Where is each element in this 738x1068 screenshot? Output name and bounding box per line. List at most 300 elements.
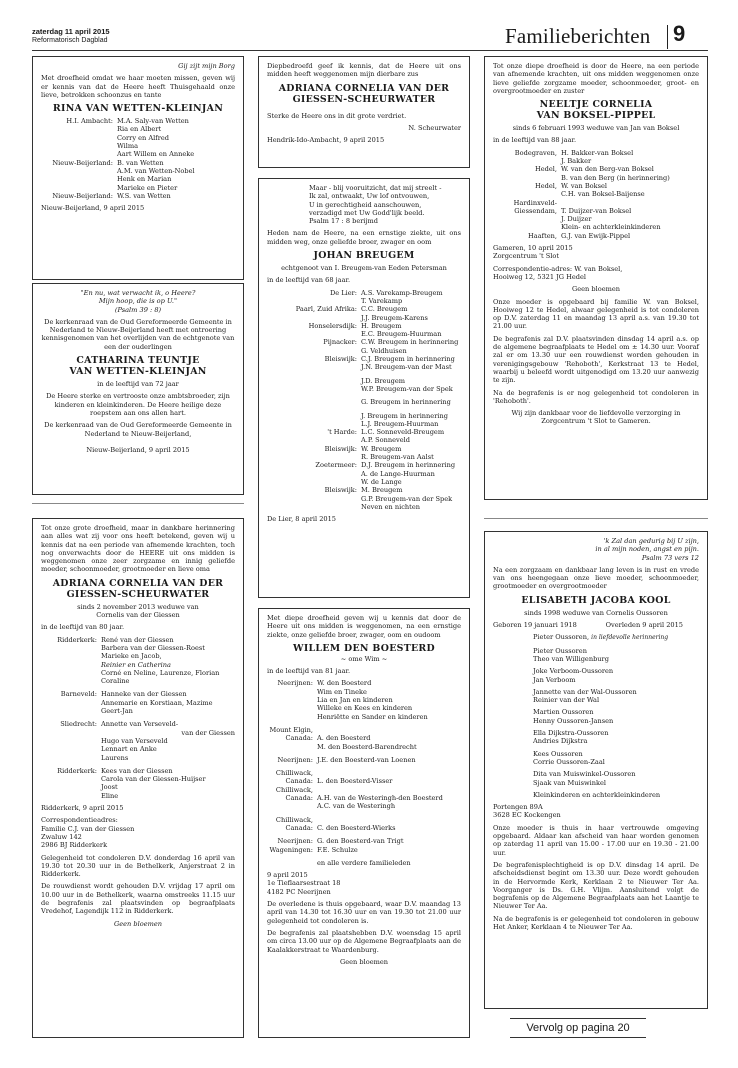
family-member	[533, 633, 699, 642]
notice-date: 9 april 2015	[267, 871, 308, 880]
family-member	[533, 667, 699, 675]
family-member: W. den Boesterd	[317, 679, 372, 688]
family-member: Klein- en achterkleinkinderen	[561, 223, 661, 232]
family-place: Nieuw-Beijerland:	[52, 191, 113, 200]
family-member: T. Varekamp	[361, 296, 403, 305]
family-place: Ridderkerk:	[57, 766, 97, 775]
family-place	[267, 377, 361, 385]
family-member: W.P. Breugem-van der Spek	[361, 384, 453, 393]
family-member: A.H. van de Westeringh-den Boesterd	[317, 794, 443, 803]
family-member: G.J. van Ewijk-Pippel	[561, 231, 631, 240]
family-row	[41, 652, 235, 660]
family-row	[493, 174, 699, 182]
family-member: Joost	[101, 783, 118, 792]
family-row	[267, 330, 461, 338]
life-dates	[493, 621, 699, 629]
family-member: C.W. Breugem in herinnering	[361, 338, 459, 347]
family-row	[41, 792, 235, 800]
family-member: Wim en Tineke	[317, 687, 367, 696]
family-member: Neven en nichten	[361, 502, 420, 511]
family-row	[493, 215, 699, 223]
family-place	[51, 175, 117, 183]
family-place	[267, 420, 361, 428]
motto: Gij zijt mijn Borg	[178, 62, 235, 70]
notice-intro: Met droefheid omdat we haar moeten missen, geven wij er kennis van dat de Heere heeft Thuisgehaald onze lieve, betrokken schoonzus en tante	[41, 74, 235, 99]
burial-info: De begrafenis zal D.V. plaatsvinden dinsdag 14 april a.s. op de algemene begraafplaats te Hedel om ± 14.30 uur. Vooraf zal er om 13.30 uur een rouwdienst worden gehouden in verenigingsgebouw 'Rehoboth', Kerkstraat 13 te Hedel, waarbij u beleefd wordt uitgenodigd om 13.20 uur aanwezig te zijn.	[493, 334, 699, 385]
address-street: Portengen 89A	[493, 803, 543, 812]
thanks-note: Wij zijn dankbaar voor de liefdevolle verzorging in Zorgcentrum 't Slot te Gameren.	[511, 409, 681, 426]
family-row	[267, 743, 461, 751]
family-row	[493, 199, 699, 207]
family-place	[51, 142, 117, 150]
nickname: ~ ome Wim ~	[340, 654, 388, 663]
place-date: Gameren, 10 april 2015	[493, 244, 573, 253]
family-list	[493, 633, 699, 799]
family-place: Mount Elgin,	[269, 725, 313, 734]
family-member	[533, 717, 699, 725]
family-row	[267, 486, 461, 494]
family-member: Corné en Neline, Laurenze, Florian	[101, 668, 220, 677]
family-row	[267, 794, 461, 802]
family-member: G.P. Breugem-van der Spek	[361, 494, 453, 503]
family-member: Henriëtte en Sander en kinderen	[317, 712, 428, 721]
family-member: Lennart en Anke	[101, 745, 157, 754]
family-list	[267, 679, 461, 867]
family-row	[267, 347, 461, 355]
family-row	[493, 190, 699, 198]
correspondence-line-2: Hooiweg 12, 5321 JG Hedel	[493, 272, 587, 281]
notice-intro: Heden nam de Heere, na een ernstige ziekte, uit ons midden weg, onze geliefde broer, zwager en oom	[267, 229, 461, 246]
notice-johan-breugem	[258, 178, 470, 598]
family-member: Hanneke van der Giessen	[101, 690, 187, 699]
family-place: De Lier:	[329, 288, 357, 297]
family-place: Barneveld:	[60, 690, 97, 699]
care-home: Zorgcentrum 't Slot	[493, 252, 559, 261]
family-row	[41, 783, 235, 791]
family-member-name: Corrie Oussoren-Zaal	[533, 757, 605, 766]
family-row	[267, 377, 461, 385]
section-title: Familieberichten	[505, 24, 651, 48]
family-row	[51, 134, 235, 142]
after-burial-info: Na de begrafenis is er nog gelegenheid tot condoleren in 'Rehoboth'.	[493, 388, 699, 405]
family-member	[533, 791, 699, 799]
family-member-name: Martien Oussoren	[533, 708, 594, 717]
deceased-name: JOHAN BREUGEM	[313, 250, 415, 262]
family-place	[267, 470, 361, 478]
family-member: J. Bakker	[561, 157, 592, 166]
deceased-name-line-1: ADRIANA CORNELIA VAN DER	[52, 577, 224, 589]
family-place	[267, 802, 317, 810]
widow-of-line-1: sinds 2 november 2013 weduwe van	[77, 602, 199, 611]
family-place: Wageningen:	[269, 845, 313, 854]
family-member-name: Joke Verboom-Oussoren	[533, 667, 614, 676]
family-place: Hardinxveld-	[513, 198, 557, 207]
family-member: W. van den Berg-van Boksel	[561, 165, 654, 174]
family-member-name: Henny Oussoren-Jansen	[533, 716, 614, 725]
family-member: H. Breugem	[361, 321, 402, 330]
wish: Sterke de Heere ons in dit grote verdriet.	[267, 111, 407, 120]
correspondence-label: Correspondentieadres:	[41, 816, 118, 825]
family-place: Chilliwack,	[275, 769, 313, 778]
family-member: Corry en Alfred	[117, 133, 169, 142]
family-member	[533, 779, 699, 787]
family-row	[267, 355, 461, 363]
deceased-name-line-2: VAN BOKSEL-PIPPEL	[536, 110, 656, 122]
family-member: J.N. Breugem-van der Mast	[361, 363, 452, 372]
family-row	[51, 150, 235, 158]
family-member: Marieke en Pieter	[117, 183, 178, 192]
family-row	[267, 385, 461, 393]
deceased-name: WILLEM DEN BOESTERD	[293, 642, 435, 654]
address-city: 3628 EC Kockengen	[493, 811, 561, 820]
family-member: J.E. den Boesterd-van Loenen	[317, 755, 416, 764]
family-place	[267, 696, 317, 704]
age: in de leeftijd van 80 jaar.	[41, 623, 125, 632]
family-row	[51, 142, 235, 150]
family-member	[317, 816, 461, 824]
family-place	[41, 707, 101, 715]
family-place	[41, 661, 101, 669]
family-row	[41, 737, 235, 745]
family-member: A. den Boesterd	[317, 734, 371, 743]
family-member: Ria en Albert	[117, 125, 162, 134]
family-place	[267, 713, 317, 721]
family-row	[267, 453, 461, 461]
family-row	[41, 720, 235, 728]
family-place: H.I. Ambacht:	[66, 117, 113, 126]
family-row	[41, 677, 235, 685]
family-place: Chilliwack,	[275, 815, 313, 824]
family-member: Wilma	[117, 142, 139, 151]
family-member: W. de Lange	[361, 477, 402, 486]
spouse: echtgenoot van I. Breugem-van Eeden Petersman	[281, 264, 447, 273]
family-place: Honselersdijk:	[308, 321, 357, 330]
family-row	[493, 232, 699, 240]
family-row	[267, 445, 461, 453]
family-place: Sliedrecht:	[60, 720, 97, 729]
family-row	[267, 461, 461, 469]
family-place	[41, 737, 101, 745]
family-member: A. de Lange-Huurman	[361, 469, 435, 478]
family-row	[493, 157, 699, 165]
correspondence-city: 2986 BJ Ridderkerk	[41, 841, 108, 850]
family-place: Neerijnen:	[277, 755, 313, 764]
motto-line-2: Mijn hoop, die is op U."	[98, 297, 178, 306]
correspondence-line-1: Correspondentie-adres: W. van Boksel,	[493, 264, 623, 273]
family-row	[267, 688, 461, 696]
notice-intro: Met diepe droefheid geven wij u kennis dat door de Heere uit ons midden is weggenomen, na een ernstige ziekte, onze geliefde broer, zwager, oom en oudoom	[267, 614, 461, 639]
family-row	[51, 184, 235, 192]
motto-line-1: "En nu, wat verwacht ik, o Heere?	[80, 289, 196, 297]
poem-reference: Psalm 17 : 8 berijmd	[309, 217, 379, 226]
deceased-name: RINA VAN WETTEN-KLEINJAN	[52, 103, 224, 115]
family-member: J. Duijzer	[561, 215, 592, 224]
notice-neeltje-van-boksel	[484, 56, 708, 500]
family-place	[493, 157, 561, 165]
family-member-name: Pieter Oussoren,	[533, 633, 590, 642]
family-place: Bleiswijk:	[324, 444, 357, 453]
deceased-name-line-2: GIESSEN-SCHEURWATER	[292, 93, 436, 105]
notice-intro: Diepbedroefd geef ik kennis, dat de Heere uit ons midden heeft weggenomen mijn dierbare zus	[267, 62, 461, 79]
family-place: Bodegraven,	[514, 148, 557, 157]
widow-of: sinds 6 februari 1993 weduwe van Jan van Boksel	[512, 124, 680, 133]
family-place: Canada:	[285, 794, 313, 803]
family-place	[41, 652, 101, 660]
family-member	[317, 726, 461, 734]
family-member: W. Breugem	[361, 444, 402, 453]
family-member-name: Reinier van der Wal	[533, 696, 600, 705]
family-member: Carola van der Giessen-Huijser	[101, 775, 206, 784]
family-member: F.E. Schulze	[317, 845, 358, 854]
family-row	[267, 846, 461, 854]
no-flowers-note: Geen bloemen	[113, 919, 163, 928]
masthead-left	[32, 28, 110, 45]
family-row	[267, 816, 461, 824]
family-member: C.J. Breugem in herinnering	[361, 355, 455, 364]
family-member: G. den Boesterd-van Trigt	[317, 837, 404, 846]
family-member: Barbera van der Giessen-Roest	[101, 643, 205, 652]
family-place	[267, 453, 361, 461]
family-place: Canada:	[285, 777, 313, 786]
family-row	[267, 704, 461, 712]
family-place: Hedel,	[535, 165, 557, 174]
family-member-name: Theo van Willigenburg	[533, 654, 609, 663]
family-member: Marieke en Jacob,	[101, 652, 162, 661]
family-row	[267, 289, 461, 297]
family-member	[533, 696, 699, 704]
family-row	[493, 223, 699, 231]
family-row	[267, 679, 461, 687]
family-member-name: Andries Dijkstra	[533, 737, 588, 746]
family-member: M.A. Saly-van Wetten	[117, 117, 189, 126]
viewing-info: Onze moeder is opgebaard bij familie W. van Boksel, Hooiweg 12 te Hedel, alwaar gelegenheid is tot condoleren op D.V. zaterdag 11 en maandag 13 april a.s. van 19.30 tot 21.00 uur.	[493, 297, 699, 331]
family-row	[41, 636, 235, 644]
family-member: B. van den Berg (in herinnering)	[561, 173, 670, 182]
family-place	[41, 745, 101, 753]
age: in de leeftijd van 68 jaar.	[267, 276, 351, 285]
family-list	[493, 149, 699, 240]
column-separator	[32, 503, 244, 504]
correspondence-street: Zwaluw 142	[41, 832, 82, 841]
page-number: 9	[673, 21, 686, 46]
family-member-name: Kleinkinderen en achterkleinkinderen	[533, 790, 661, 799]
family-row	[267, 802, 461, 810]
family-member: J. Breugem in herinnering	[361, 411, 448, 420]
family-member: E.C. Breugem-Huurman	[361, 330, 442, 339]
family-member-name: Pieter Oussoren	[533, 646, 587, 655]
paper-name: Reformatorisch Dagblad	[32, 37, 108, 44]
family-member: Reinier en Catherina	[101, 660, 171, 669]
motto-line-1: 'k Zal dan gedurig bij U zijn,	[603, 537, 699, 545]
family-place: Bleiswijk:	[324, 486, 357, 495]
family-place	[41, 644, 101, 652]
notice-adriana-family	[32, 518, 244, 1038]
family-member: R. Breugem-van Aalst	[361, 453, 434, 462]
family-list	[41, 636, 235, 800]
family-member: Aart Willem en Anneke	[117, 150, 195, 159]
family-place	[267, 859, 317, 867]
family-place	[493, 223, 561, 231]
family-place	[41, 754, 101, 762]
age: in de leeftijd van 81 jaar.	[267, 667, 351, 676]
family-member: Geert-Jan	[101, 707, 133, 716]
family-member: Kees van der Giessen	[101, 766, 173, 775]
family-place: Pijnacker:	[323, 338, 357, 347]
family-row	[267, 734, 461, 742]
family-row	[267, 470, 461, 478]
family-place: Paarl, Zuid Afrika:	[295, 305, 357, 314]
family-row	[493, 165, 699, 173]
deceased-name-line-1: CATHARINA TEUNTJE	[76, 355, 200, 367]
family-row	[41, 690, 235, 698]
family-place: Nieuw-Beijerland:	[52, 158, 113, 167]
family-row	[267, 305, 461, 313]
family-row	[41, 644, 235, 652]
family-place: Giessendam,	[514, 206, 557, 215]
continued-on-page-link[interactable]: Vervolg op pagina 20	[510, 1018, 646, 1038]
place-date: Hendrik-Ido-Ambacht, 9 april 2015	[267, 136, 385, 145]
family-member	[533, 770, 699, 778]
family-row	[267, 503, 461, 511]
family-member: C. den Boesterd-Wierks	[317, 823, 396, 832]
burial-info: De begrafenis zal plaatshebben D.V. woensdag 15 april om circa 13.00 uur op de Algemene Begraafplaats aan de Kaalakkerstraat te Waardenburg.	[267, 928, 461, 954]
family-place	[41, 783, 101, 791]
family-member: Lia en Jan en kinderen	[317, 696, 393, 705]
notice-elisabeth-kool	[484, 531, 708, 1009]
family-member: en alle verdere familieleden	[317, 858, 411, 867]
header-divider	[667, 25, 668, 49]
family-member	[317, 786, 461, 794]
family-row	[41, 707, 235, 715]
family-place	[267, 688, 317, 696]
family-member-name: Dita van Muiswinkel-Oussoren	[533, 770, 636, 779]
family-member: M. Breugem	[361, 486, 403, 495]
family-row	[41, 661, 235, 669]
family-member	[533, 750, 699, 758]
family-row	[267, 322, 461, 330]
condolence-info: Gelegenheid tot condoleren D.V. donderdag 16 april van 19.30 tot 20.30 uur in de Bethelkerk, Anjerstraat 2 in Ridderkerk.	[41, 853, 235, 879]
family-place	[267, 330, 361, 338]
family-row	[267, 696, 461, 704]
family-member	[561, 199, 699, 207]
family-member: A.C. van de Westeringh	[317, 802, 396, 811]
family-row	[41, 699, 235, 707]
family-member: Coraline	[101, 677, 130, 686]
family-row	[267, 398, 461, 406]
issue-date: zaterdag 11 april 2015	[32, 27, 110, 36]
family-row	[267, 420, 461, 428]
family-place	[41, 699, 101, 707]
after-burial-info: Na de begrafenis is er gelegenheid tot condoleren in gebouw Het Anker, Kerklaan 4 te Nieuwer Ter Aa.	[493, 914, 699, 931]
family-place	[51, 134, 117, 142]
family-member: C.H. van Boksel-Baijense	[561, 190, 645, 199]
family-member: A.M. van Wetten-Nobel	[117, 166, 195, 175]
family-place	[51, 150, 117, 158]
in-memoriam-note: in liefdevolle herinnering	[591, 634, 669, 642]
family-member: A.S. Varekamp-Breugem	[361, 288, 443, 297]
correspondence-name: Familie C.J. van der Giessen	[41, 824, 135, 833]
family-place	[41, 677, 101, 685]
deceased-name-line-1: ADRIANA CORNELIA VAN DER	[278, 82, 450, 94]
poem-line-3: U in gerechtigheid aanschouwen,	[309, 200, 422, 209]
family-list	[267, 289, 461, 511]
family-member: W. van Boksel	[561, 181, 608, 190]
family-row	[267, 786, 461, 794]
family-member: Annette van Verseveld-	[101, 720, 179, 729]
family-member: J.J. Breugem-Karens	[361, 313, 428, 322]
notice-catharina-church	[32, 283, 244, 495]
family-place: 't Harde:	[327, 428, 357, 437]
notice-adriana-sister	[258, 56, 470, 168]
no-flowers-note: Geen bloemen	[571, 285, 621, 294]
motto-reference: (Psalm 39 : 8)	[114, 305, 162, 314]
column-separator	[484, 518, 708, 519]
poem-line-1: Maar - blij vooruitzicht, dat mij streelt -	[309, 184, 442, 192]
family-row	[51, 159, 235, 167]
family-row	[267, 363, 461, 371]
family-member: Annemarie en Korstiaan, Mazime	[101, 698, 213, 707]
family-place: Haaften,	[528, 231, 557, 240]
notice-intro: Tot onze grote droefheid, maar in dankbare herinnering aan alles wat zij voor ons heeft betekend, geven wij u kennis dat na een periode van afnemende krachten, toch nog onverwachts door de HEERE uit ons midden is weggenomen onze zeer zorgzame en innig geliefde moeder, schoonmoeder, grootmoeder en lieve oma	[41, 524, 235, 574]
family-row	[41, 775, 235, 783]
family-member-name: Ella Dijkstra-Oussoren	[533, 729, 609, 738]
notice-intro: Na een zorgzaam en dankbaar lang leven is in rust en vrede van ons heengegaan onze lieve moeder, schoonmoeder, grootmoeder en overgrootmoeder	[493, 565, 699, 591]
family-member: G. Veldhuisen	[361, 346, 407, 355]
family-row	[41, 729, 235, 737]
family-row	[267, 859, 461, 867]
family-place: Ridderkerk:	[57, 635, 97, 644]
family-place: Neerijnen:	[277, 679, 313, 688]
family-place: Neerijnen:	[277, 837, 313, 846]
family-place	[41, 775, 101, 783]
family-row	[51, 192, 235, 200]
family-member: Laurens	[101, 753, 129, 762]
family-place	[493, 190, 561, 198]
family-member	[533, 737, 699, 745]
family-place: Chilliwack,	[275, 785, 313, 794]
family-place	[51, 184, 117, 192]
notice-intro: Tot onze diepe droefheid is door de Heere, na een periode van afnemende krachten, uit ons midden weggenomen onze lieve geliefde zorgzame moeder, schoonmoeder, groot- en overgrootmoeder en zuster	[493, 62, 699, 95]
death-date: Overleden 9 april 2015	[605, 621, 683, 630]
family-member: Eline	[101, 791, 119, 800]
family-member	[533, 676, 699, 684]
age: in de leeftijd van 72 jaar	[97, 380, 179, 389]
deceased-name: ELISABETH JACOBA KOOL	[521, 594, 671, 606]
family-place	[267, 478, 361, 486]
family-place	[267, 743, 317, 751]
family-member	[533, 688, 699, 696]
family-member	[533, 647, 699, 655]
family-place	[51, 125, 117, 133]
family-row	[267, 314, 461, 322]
family-row	[267, 436, 461, 444]
address-street: 1e Tieflaarsestraat 18	[267, 879, 341, 888]
family-member-name: Jannette van der Wal-Oussoren	[533, 687, 637, 696]
family-row	[41, 767, 235, 775]
place-date: Nieuw-Beijerland, 9 april 2015	[86, 445, 190, 454]
family-member: René van der Giessen	[101, 635, 174, 644]
notice-willem-den-boesterd	[258, 608, 470, 1038]
motto-reference: Psalm 73 vers 12	[641, 553, 699, 562]
family-place: Bleiswijk:	[324, 355, 357, 364]
family-place	[267, 398, 361, 406]
family-place	[267, 297, 361, 305]
family-place: Canada:	[285, 823, 313, 832]
place-date: De Lier, 8 april 2015	[267, 515, 336, 524]
family-place: Canada:	[285, 734, 313, 743]
family-member	[533, 655, 699, 663]
family-member-name: Jan Verboom	[533, 675, 576, 684]
